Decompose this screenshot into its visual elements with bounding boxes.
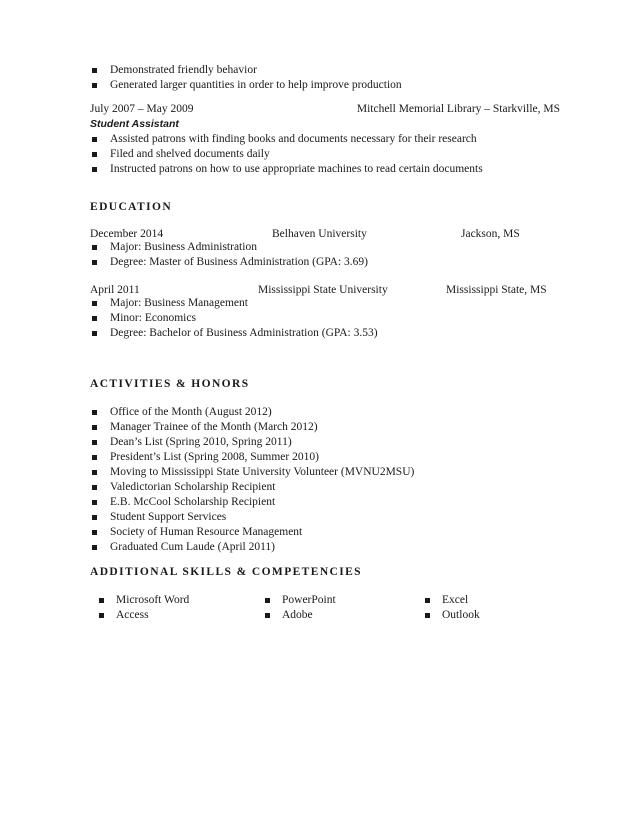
job-role: Student Assistant — [90, 118, 179, 130]
skills-column — [262, 593, 336, 623]
list-item: E.B. McCool Scholarship Recipient — [90, 495, 414, 510]
activities-list — [90, 405, 414, 555]
skills-heading: ADDITIONAL SKILLS & COMPETENCIES — [90, 566, 362, 578]
list-item: Outlook — [422, 608, 480, 623]
list-item: Filed and shelved documents daily — [90, 147, 483, 162]
activities-heading: ACTIVITIES & HONORS — [90, 378, 250, 390]
list-item: Student Support Services — [90, 510, 414, 525]
list-item: Excel — [422, 593, 480, 608]
list-item: Degree: Master of Business Administration (GPA: 3.69) — [90, 255, 368, 270]
list-item: Society of Human Resource Management — [90, 525, 414, 540]
edu-date: April 2011 — [90, 284, 140, 296]
edu-school: Mississippi State University — [258, 284, 388, 296]
skills-column — [96, 593, 189, 623]
list-item: Office of the Month (August 2012) — [90, 405, 414, 420]
list-item: Instructed patrons on how to use appropriate machines to read certain documents — [90, 162, 483, 177]
list-item: PowerPoint — [262, 593, 336, 608]
list-item: Moving to Mississippi State University Volunteer (MVNU2MSU) — [90, 465, 414, 480]
job-dates: July 2007 – May 2009 — [90, 103, 194, 115]
list-item: Manager Trainee of the Month (March 2012) — [90, 420, 414, 435]
list-item: Dean’s List (Spring 2010, Spring 2011) — [90, 435, 414, 450]
edu-school: Belhaven University — [272, 228, 367, 240]
list-item: Demonstrated friendly behavior — [90, 63, 402, 78]
experience-bullet-list — [90, 63, 402, 93]
edu-location: Jackson, MS — [461, 228, 520, 240]
education-heading: EDUCATION — [90, 201, 173, 213]
edu-bullet-list — [90, 296, 378, 341]
list-item: Minor: Economics — [90, 311, 378, 326]
list-item: Degree: Bachelor of Business Administration (GPA: 3.53) — [90, 326, 378, 341]
list-item: Major: Business Management — [90, 296, 378, 311]
edu-location: Mississippi State, MS — [446, 284, 547, 296]
list-item: Major: Business Administration — [90, 240, 368, 255]
list-item: Assisted patrons with finding books and documents necessary for their research — [90, 132, 483, 147]
skills-column — [422, 593, 480, 623]
list-item: Generated larger quantities in order to help improve production — [90, 78, 402, 93]
edu-bullet-list — [90, 240, 368, 270]
job-employer: Mitchell Memorial Library – Starkville, MS — [356, 103, 560, 115]
list-item: President’s List (Spring 2008, Summer 2010) — [90, 450, 414, 465]
list-item: Valedictorian Scholarship Recipient — [90, 480, 414, 495]
job-bullet-list — [90, 132, 483, 177]
list-item: Adobe — [262, 608, 336, 623]
edu-date: December 2014 — [90, 228, 164, 240]
list-item: Microsoft Word — [96, 593, 189, 608]
list-item: Access — [96, 608, 189, 623]
list-item: Graduated Cum Laude (April 2011) — [90, 540, 414, 555]
